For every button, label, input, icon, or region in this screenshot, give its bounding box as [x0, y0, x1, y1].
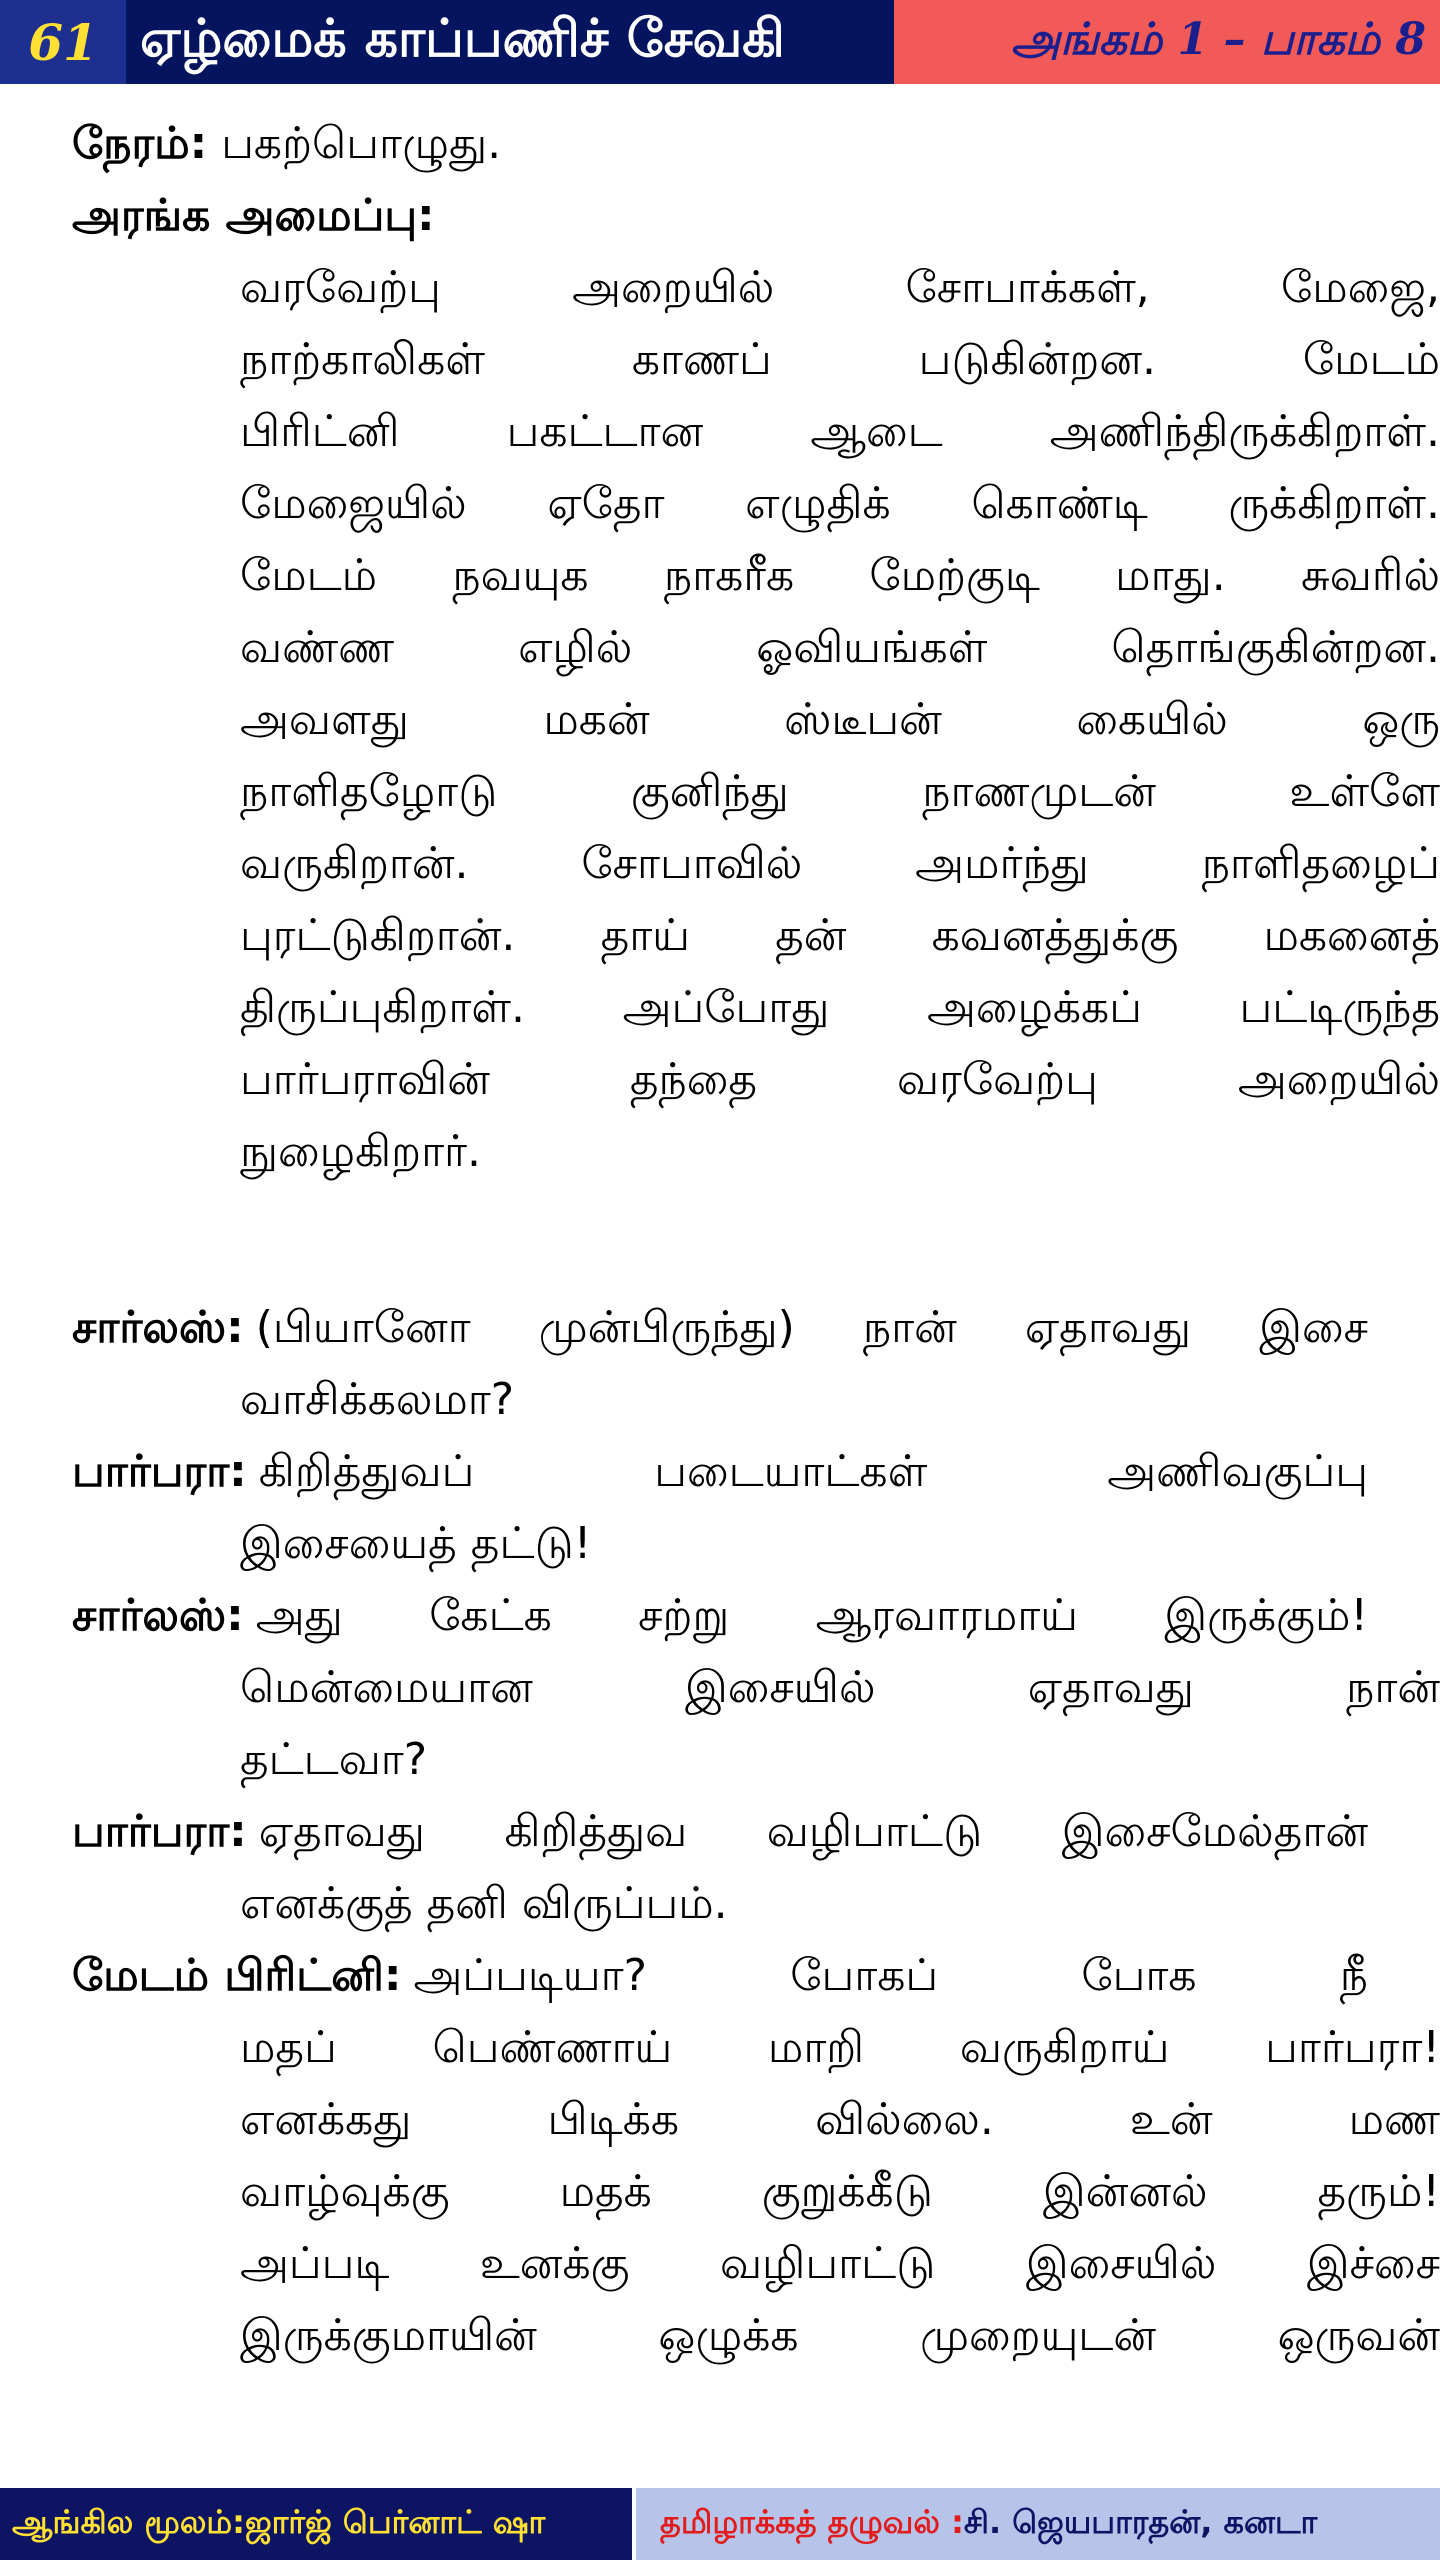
- translator-name: சி. ஜெயபாரதன், கனடா: [963, 2503, 1318, 2541]
- speech-line: (பியானோ முன்பிருந்து) நான் ஏதாவது இசை: [255, 1302, 1368, 1353]
- speech-line: வாசிக்கலமா?: [240, 1374, 515, 1425]
- source-author: ஜார்ஜ் பெர்னாட் ஷா: [244, 2503, 546, 2541]
- act-part-label: அங்கம் 1 – பாகம் 8: [894, 0, 1440, 84]
- speech-line: ஏதாவது கிறித்துவ வழிபாட்டு இசைமேல்தான்: [258, 1806, 1368, 1857]
- dialogue-block: [72, 1436, 1368, 1580]
- stage-line: அவளது மகன் ஸ்டீபன் கையில் ஒரு: [240, 694, 1440, 745]
- speech-line: மதப் பெண்ணாய் மாறி வருகிறாய் பார்பரா!: [240, 2022, 1440, 2073]
- speech-line: வாழ்வுக்கு மதக் குறுக்கீடு இன்னல் தரும்!: [240, 2166, 1440, 2217]
- source-label: ஆங்கில மூலம்:: [12, 2503, 245, 2541]
- speaker-name: சார்லஸ்:: [72, 1590, 244, 1641]
- stage-line: வரவேற்பு அறையில் சோபாக்கள், மேஜை,: [240, 262, 1440, 313]
- stage-line: நாற்காலிகள் காணப் படுகின்றன. மேடம்: [240, 334, 1440, 385]
- speech-line: இசையைத் தட்டு!: [240, 1518, 592, 1569]
- speaker-name: சார்லஸ்:: [72, 1302, 244, 1353]
- speech-line: எனக்கது பிடிக்க வில்லை. உன் மண: [240, 2094, 1440, 2145]
- speech-line: மென்மையான இசையில் ஏதாவது நான்: [240, 1662, 1440, 1713]
- speech-line: அப்படி உனக்கு வழிபாட்டு இசையில் இச்சை: [240, 2238, 1440, 2289]
- play-title: ஏழ்மைக் காப்பணிச் சேவகி: [126, 0, 894, 84]
- stage-line: பிரிட்னி பகட்டான ஆடை அணிந்திருக்கிறாள்.: [240, 406, 1440, 457]
- speech-line: தட்டவா?: [240, 1734, 428, 1785]
- stage-line: நுழைகிறார்.: [240, 1126, 482, 1177]
- translator-credit: [636, 2488, 1440, 2560]
- dialogue-block: [72, 1292, 1368, 1436]
- page-header: [0, 0, 1440, 84]
- time-line: [72, 108, 1368, 180]
- dialogue-block: [72, 1580, 1440, 1796]
- time-label: நேரம்:: [72, 118, 208, 169]
- speaker-name: மேடம் பிரிட்னி:: [72, 1950, 402, 2001]
- dialogue-block: [72, 1940, 1440, 2372]
- play-text: [72, 108, 1440, 2372]
- speaker-name: பார்பரா:: [72, 1806, 247, 1857]
- stage-line: பார்பராவின் தந்தை வரவேற்பு அறையில்: [240, 1054, 1440, 1105]
- stage-line: வருகிறான். சோபாவில் அமர்ந்து நாளிதழைப்: [240, 838, 1440, 889]
- source-credit: [0, 2488, 636, 2560]
- speech-line: எனக்குத் தனி விருப்பம்.: [240, 1878, 728, 1929]
- stage-line: மேஜையில் ஏதோ எழுதிக் கொண்டி ருக்கிறாள்.: [240, 478, 1440, 529]
- speech-line: அது கேட்க சற்று ஆரவாரமாய் இருக்கும்!: [255, 1590, 1368, 1641]
- stage-line: புரட்டுகிறான். தாய் தன் கவனத்துக்கு மகனைத்: [240, 910, 1440, 961]
- speech-line: இருக்குமாயின் ஒழுக்க முறையுடன் ஒருவன்: [240, 2310, 1440, 2361]
- stage-directions: [72, 252, 1440, 1188]
- stage-line: வண்ண எழில் ஓவியங்கள் தொங்குகின்றன.: [240, 622, 1440, 673]
- speech-line: கிறித்துவப் படையாட்கள் அணிவகுப்பு: [258, 1446, 1368, 1497]
- speaker-name: பார்பரா:: [72, 1446, 247, 1497]
- stage-line: திருப்புகிறாள். அப்போது அழைக்கப் பட்டிருந்த: [240, 982, 1440, 1033]
- stage-line: மேடம் நவயுக நாகரீக மேற்குடி மாது. சுவரில்: [240, 550, 1440, 601]
- stage-setting-label: அரங்க அமைப்பு:: [72, 190, 435, 241]
- page-footer: [0, 2488, 1440, 2560]
- dialogue-block: [72, 1796, 1368, 1940]
- stage-line: நாளிதழோடு குனிந்து நாணமுடன் உள்ளே: [240, 766, 1440, 817]
- time-value: பகற்பொழுது.: [207, 118, 502, 169]
- page-number: 61: [0, 0, 126, 84]
- translator-label: தமிழாக்கத் தழுவல் :: [660, 2503, 964, 2541]
- speech-line: அப்படியா? போகப் போக நீ: [413, 1950, 1368, 2001]
